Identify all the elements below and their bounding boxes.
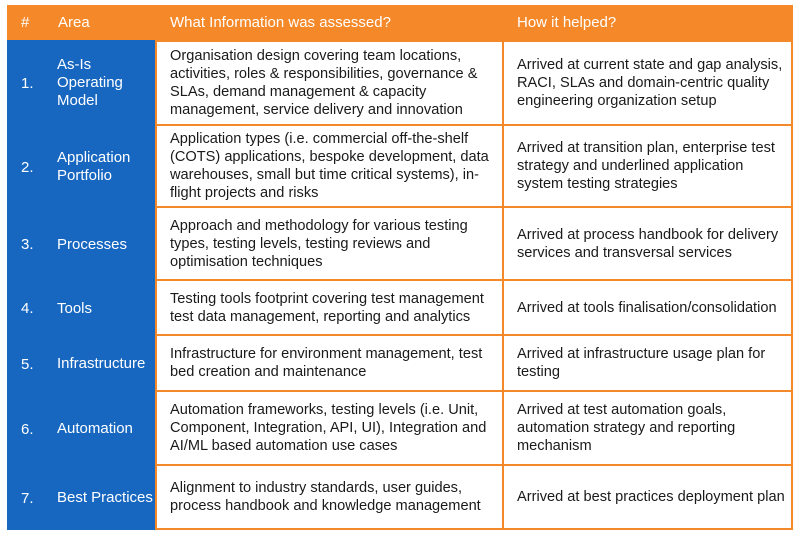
row-number: 5. [7,336,52,392]
row-info: Automation frameworks, testing levels (i.e. Unit, Component, Integration, API, UI), Integration and AI/ML based automation use cases [155,392,504,466]
row-area: Application Portfolio [52,126,155,208]
row-help: Arrived at current state and gap analysis, RACI, SLAs and domain-centric quality engineering organization setup [504,40,793,126]
row-area: Infrastructure [52,336,155,392]
table-row [7,40,793,126]
header-num: # [21,14,30,31]
table-row [7,392,793,466]
row-help: Arrived at tools finalisation/consolidation [504,281,793,336]
row-number: 7. [7,466,52,530]
row-number: 2. [7,126,52,208]
row-help: Arrived at infrastructure usage plan for testing [504,336,793,392]
row-info: Organisation design covering team locations, activities, roles & responsibilities, governance & SLAs, demand management & capacity management, service delivery and innovation [155,40,504,126]
row-help: Arrived at process handbook for delivery services and transversal services [504,208,793,281]
row-number: 6. [7,392,52,466]
row-area: Automation [52,392,155,466]
row-info: Approach and methodology for various testing types, testing levels, testing reviews and optimisation techniques [155,208,504,281]
row-area: Best Practices [52,466,155,530]
row-number: 4. [7,281,52,336]
header-help: How it helped? [517,14,617,31]
row-info: Testing tools footprint covering test management test data management, reporting and analytics [155,281,504,336]
header-area: Area [58,14,90,31]
row-area: As-Is Operating Model [52,40,155,126]
table-row [7,208,793,281]
row-info: Application types (i.e. commercial off-the-shelf (COTS) applications, bespoke development, data warehouses, small but time critical systems), in-flight projects and risks [155,126,504,208]
table-row [7,126,793,208]
row-info: Infrastructure for environment management, test bed creation and maintenance [155,336,504,392]
row-help: Arrived at best practices deployment plan [504,466,793,530]
row-area: Tools [52,281,155,336]
table-row [7,281,793,336]
row-area: Processes [52,208,155,281]
row-number: 3. [7,208,52,281]
row-help: Arrived at transition plan, enterprise test strategy and underlined application system testing strategies [504,126,793,208]
row-help: Arrived at test automation goals, automation strategy and reporting mechanism [504,392,793,466]
table-row [7,466,793,530]
table-header [7,5,793,40]
row-info: Alignment to industry standards, user guides, process handbook and knowledge management [155,466,504,530]
header-info: What Information was assessed? [170,14,391,31]
table-row [7,336,793,392]
assessment-table [7,5,793,530]
row-number: 1. [7,40,52,126]
